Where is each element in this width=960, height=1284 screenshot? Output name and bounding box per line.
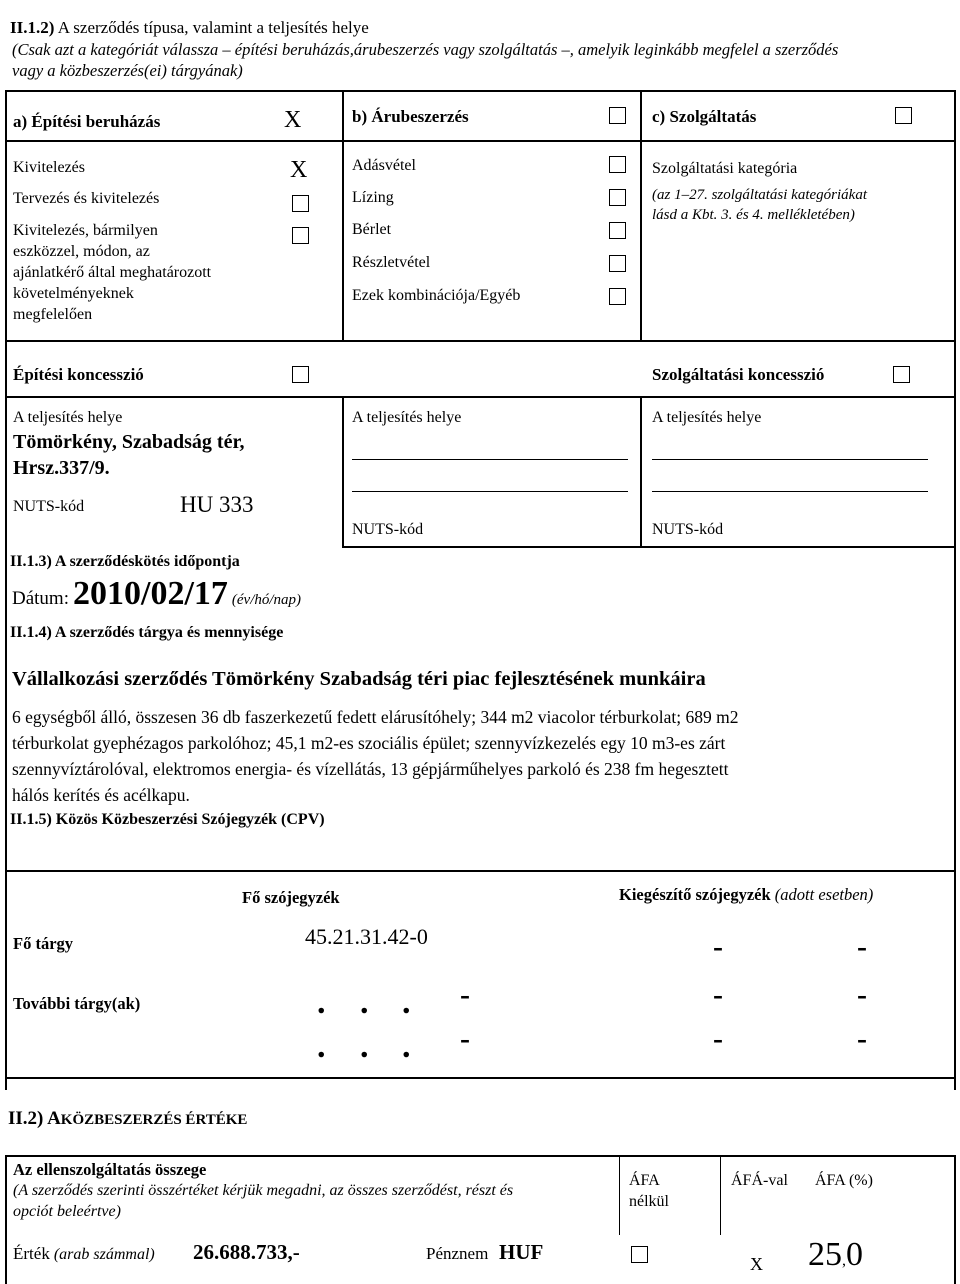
vat-excl-label-1: ÁFA bbox=[629, 1172, 660, 1189]
frame-left-line bbox=[5, 90, 7, 1090]
nuts-label-a: NUTS-kód bbox=[13, 498, 85, 515]
contract-date-format: (év/hó/nap) bbox=[231, 592, 302, 608]
concession-bottom-line bbox=[5, 396, 956, 398]
place-b-blank-1 bbox=[352, 459, 628, 460]
cpv-main-supp-2: - bbox=[857, 930, 867, 963]
cat-b-item-rental: Bérlet bbox=[352, 221, 392, 238]
cpv-other-1-dot-2: . bbox=[360, 984, 369, 1021]
nuts-label-c: NUTS-kód bbox=[652, 521, 724, 538]
cpv-other-subjects-label: További tárgy(ak) bbox=[13, 994, 141, 1013]
cpv-other-1-dot-1: . bbox=[317, 984, 326, 1021]
place-value-line-1: Tömörkény, Szabadság tér, bbox=[13, 431, 245, 453]
contract-date-value: 2010/02/17 bbox=[73, 575, 228, 612]
vat-incl-label: ÁFÁ-val bbox=[731, 1172, 788, 1189]
value-amount: 26.688.733,- bbox=[193, 1240, 300, 1264]
value-row bbox=[13, 1244, 155, 1264]
subject-title: Vállalkozási szerződés Tömörkény Szabadság téri piac fejlesztésének munkáira bbox=[12, 668, 706, 690]
value-section-number: II.2) A bbox=[8, 1108, 61, 1129]
cpv-other-1-supp-2: - bbox=[857, 978, 867, 1011]
value-total-note-1: (A szerződés szerinti összértéket kérjük megadni, az összes szerződést, részt és bbox=[13, 1182, 514, 1199]
nuts-label-b: NUTS-kód bbox=[352, 521, 424, 538]
cat-a-title: a) Építési beruházás bbox=[13, 112, 161, 131]
subject-heading: II.1.4) A szerződés tárgya és mennyisége bbox=[10, 624, 284, 641]
cpv-main-supp-1: - bbox=[713, 930, 723, 963]
cpv-main-vocab-header: Fő szójegyzék bbox=[242, 888, 340, 907]
value-col-divider-2 bbox=[720, 1155, 721, 1235]
section-note-2: vagy a közbeszerzés(ei) tárgyának) bbox=[12, 61, 243, 80]
frame-top-line bbox=[5, 90, 956, 92]
frame-bottom-line bbox=[5, 1077, 956, 1079]
place-value-line-2: Hrsz.337/9. bbox=[13, 457, 110, 479]
place-b-blank-2 bbox=[352, 491, 628, 492]
section-title: A szerződés típusa, valamint a teljesítés helye bbox=[57, 18, 369, 37]
cat-c-checkbox[interactable] bbox=[895, 107, 912, 124]
value-section-title: KÖZBESZERZÉS ÉRTÉKE bbox=[60, 1112, 248, 1128]
cat-b-item-combination: Ezek kombinációja/Egyéb bbox=[352, 287, 521, 304]
service-concession-label: Szolgáltatási koncesszió bbox=[652, 365, 825, 384]
section-number: II.1.2) bbox=[10, 18, 55, 37]
cpv-supp-vocab-header bbox=[619, 885, 873, 905]
cat-c-category-label: Szolgáltatási kategória bbox=[652, 160, 798, 177]
place-bottom-line bbox=[342, 546, 956, 548]
cpv-other-2-dot-2: . bbox=[360, 1028, 369, 1065]
cpv-other-2-supp-2: - bbox=[857, 1022, 867, 1055]
cat-a-design-checkbox[interactable] bbox=[292, 195, 309, 212]
cpv-other-1-dash: - bbox=[460, 978, 470, 1011]
cpv-other-2-dot-3: . bbox=[402, 1028, 411, 1065]
subject-body-4: hálós kerítés és acélkapu. bbox=[12, 785, 190, 805]
contract-date-row bbox=[12, 575, 301, 613]
category-header-line bbox=[5, 140, 956, 142]
cat-a-item-construction: Kivitelezés bbox=[13, 159, 85, 176]
value-label: Érték bbox=[13, 1244, 50, 1263]
cpv-other-2-dash: - bbox=[460, 1022, 470, 1055]
cpv-main-subject-label: Fő tárgy bbox=[13, 934, 74, 953]
cat-b-checkbox[interactable] bbox=[609, 107, 626, 124]
value-col-divider-1 bbox=[619, 1155, 620, 1235]
vat-rate-int: 25 bbox=[808, 1236, 842, 1273]
place-label-a: A teljesítés helye bbox=[13, 409, 123, 426]
cat-a-item-any-means-3: ajánlatkérő által meghatározott bbox=[13, 264, 212, 281]
cat-a-item-any-means-1: Kivitelezés, bármilyen bbox=[13, 222, 158, 239]
currency-value: HUF bbox=[499, 1240, 544, 1264]
place-label-c: A teljesítés helye bbox=[652, 409, 762, 426]
place-label-b: A teljesítés helye bbox=[352, 409, 462, 426]
cpv-main-code: 45.21.31.42-0 bbox=[305, 924, 428, 949]
vat-rate-sep: , bbox=[842, 1252, 846, 1269]
value-note: (arab számmal) bbox=[53, 1246, 155, 1263]
cat-a-selected-mark: X bbox=[284, 107, 302, 133]
frame-right-line bbox=[954, 90, 956, 1090]
section-note-1: (Csak azt a kategóriát válassza – építési beruházás,árubeszerzés vagy szolgáltatás –, amelyik leginkább megfelel a szerződés bbox=[12, 40, 839, 59]
vat-rate-dec: 0 bbox=[846, 1236, 863, 1273]
cat-a-item-design-construction: Tervezés és kivitelezés bbox=[13, 190, 160, 207]
cat-c-category-note-2: lásd a Kbt. 3. és 4. mellékletében) bbox=[652, 207, 855, 223]
value-box-left-line bbox=[5, 1155, 7, 1284]
cat-b-leasing-checkbox[interactable] bbox=[609, 189, 626, 206]
cat-b-purchase-checkbox[interactable] bbox=[609, 156, 626, 173]
cat-a-item-any-means-4: követelményeknek bbox=[13, 285, 134, 302]
value-total-note-2: opciót beleértve) bbox=[13, 1203, 121, 1220]
place-c-blank-1 bbox=[652, 459, 928, 460]
cat-c-category-note-1: (az 1–27. szolgáltatási kategóriákat bbox=[652, 187, 867, 203]
cpv-other-2-supp-1: - bbox=[713, 1022, 723, 1055]
place-c-blank-2 bbox=[652, 491, 928, 492]
place-divider-1 bbox=[342, 396, 344, 548]
place-divider-2 bbox=[640, 396, 642, 548]
cpv-box-top-line bbox=[5, 870, 956, 872]
building-concession-checkbox[interactable] bbox=[292, 366, 309, 383]
service-concession-checkbox[interactable] bbox=[893, 366, 910, 383]
col-divider-2 bbox=[640, 90, 642, 340]
cat-b-item-purchase: Adásvétel bbox=[352, 157, 416, 174]
cat-a-item-construction-mark: X bbox=[290, 157, 308, 183]
vat-excl-checkbox[interactable] bbox=[631, 1246, 648, 1263]
cpv-other-1-supp-1: - bbox=[713, 978, 723, 1011]
building-concession-label: Építési koncesszió bbox=[13, 365, 144, 384]
currency-label: Pénznem bbox=[426, 1244, 489, 1263]
cat-a-item-any-means-5: megfelelően bbox=[13, 306, 93, 323]
cat-b-combination-checkbox[interactable] bbox=[609, 288, 626, 305]
nuts-value-a: HU 333 bbox=[180, 492, 254, 517]
cpv-supp-vocab-note: (adott esetben) bbox=[774, 885, 874, 904]
cpv-supp-vocab-label: Kiegészítő szójegyzék bbox=[619, 885, 771, 904]
section-heading bbox=[10, 18, 369, 38]
subject-body-3: szennyvíztárolóval, elektromos energia- és vízellátás, 13 gépjárműhelyes parkoló és 238 fm hegesztett bbox=[12, 759, 729, 779]
contract-date-label: Dátum: bbox=[12, 588, 69, 609]
cat-a-any-means-checkbox[interactable] bbox=[292, 227, 309, 244]
subject-body-1: 6 egységből álló, összesen 36 db faszerkezetű fedett elárusítóhely; 344 m2 viacolor térburkolat; 689 m2 bbox=[12, 707, 739, 727]
cat-c-title: c) Szolgáltatás bbox=[652, 107, 757, 126]
subject-body-2: térburkolat gyephézagos parkolóhoz; 45,1 m2-es szociális épület; szennyvízkezelés egy 10 m3-es zárt bbox=[12, 733, 726, 753]
cpv-other-2-dot-1: . bbox=[317, 1028, 326, 1065]
concession-top-line bbox=[5, 340, 956, 342]
cat-b-item-hire-purchase: Részletvétel bbox=[352, 254, 431, 271]
cpv-heading: II.1.5) Közös Közbeszerzési Szójegyzék (CPV) bbox=[10, 811, 325, 828]
cat-b-title: b) Árubeszerzés bbox=[352, 107, 469, 126]
col-divider-1 bbox=[342, 90, 344, 340]
vat-rate bbox=[808, 1236, 863, 1274]
value-box-right-line bbox=[954, 1155, 956, 1284]
value-total-label: Az ellenszolgáltatás összege bbox=[13, 1160, 207, 1179]
vat-excl-label-2: nélkül bbox=[629, 1193, 669, 1210]
value-box-top-line bbox=[5, 1155, 956, 1157]
cat-b-item-leasing: Lízing bbox=[352, 189, 394, 206]
cpv-other-1-dot-3: . bbox=[402, 984, 411, 1021]
value-section-heading bbox=[8, 1108, 247, 1130]
vat-pct-label: ÁFA (%) bbox=[815, 1172, 873, 1189]
cat-b-rental-checkbox[interactable] bbox=[609, 222, 626, 239]
vat-incl-mark: X bbox=[750, 1254, 763, 1274]
cat-b-hire-purchase-checkbox[interactable] bbox=[609, 255, 626, 272]
contract-date-heading: II.1.3) A szerződéskötés időpontja bbox=[10, 553, 240, 570]
cat-a-item-any-means-2: eszközzel, módon, az bbox=[13, 243, 150, 260]
